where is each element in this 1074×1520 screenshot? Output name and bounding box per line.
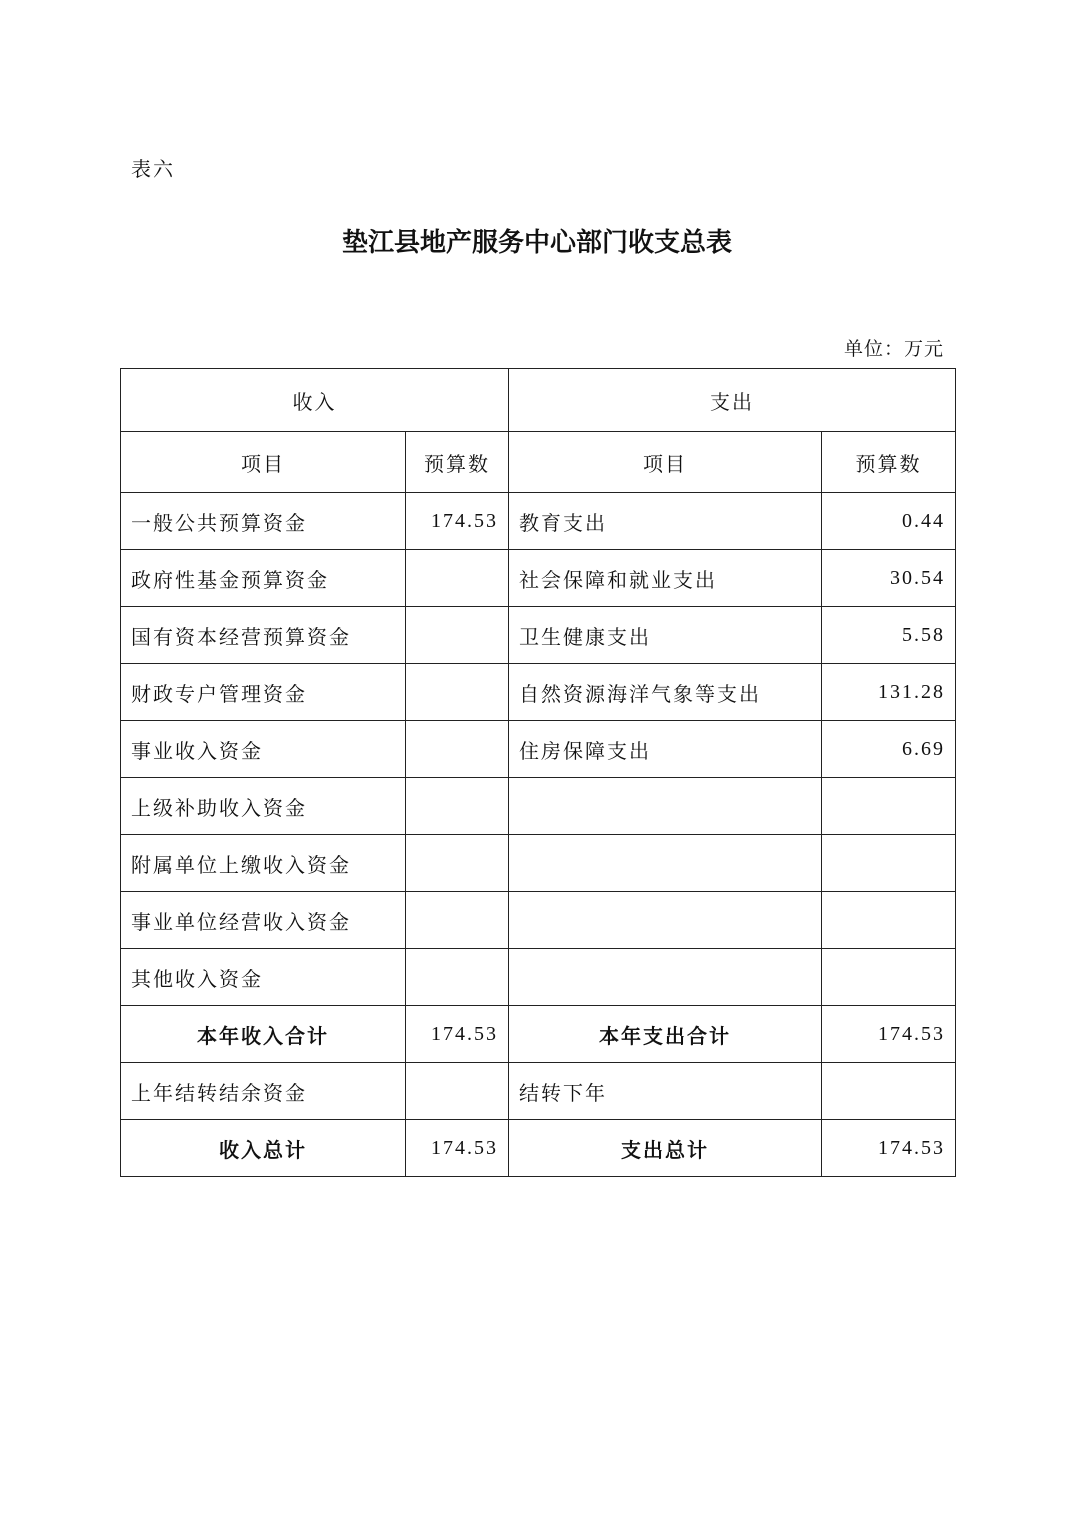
expense-subtotal-label: 本年支出合计 [509,1006,822,1063]
income-value-cell [406,778,509,835]
income-value-cell [406,892,509,949]
expense-carryover-label: 结转下年 [509,1063,822,1120]
income-item-cell: 其他收入资金 [121,949,406,1006]
table-row [121,664,956,721]
income-value-cell: 174.53 [406,493,509,550]
income-value-cell [406,664,509,721]
expense-item-cell [509,949,822,1006]
income-item-cell: 上级补助收入资金 [121,778,406,835]
expense-carryover-value [822,1063,956,1120]
subtotal-row [121,1006,956,1063]
expense-item-cell: 卫生健康支出 [509,607,822,664]
income-item-cell: 附属单位上缴收入资金 [121,835,406,892]
income-group-header: 收入 [121,369,509,432]
income-carryover-value [406,1063,509,1120]
table-row [121,949,956,1006]
table-row [121,550,956,607]
table-row [121,778,956,835]
expense-item-cell: 社会保障和就业支出 [509,550,822,607]
expense-value-cell: 30.54 [822,550,956,607]
income-carryover-label: 上年结转结余资金 [121,1063,406,1120]
expense-value-cell [822,892,956,949]
income-item-cell: 财政专户管理资金 [121,664,406,721]
expense-item-cell [509,892,822,949]
income-budget-header: 预算数 [406,432,509,493]
expense-item-cell [509,778,822,835]
income-total-label: 收入总计 [121,1120,406,1177]
income-item-cell: 国有资本经营预算资金 [121,607,406,664]
group-header-row [121,369,956,432]
expense-item-cell: 教育支出 [509,493,822,550]
income-subtotal-value: 174.53 [406,1006,509,1063]
table-row [121,892,956,949]
expense-total-value: 174.53 [822,1120,956,1177]
expense-value-cell [822,949,956,1006]
expense-value-cell: 6.69 [822,721,956,778]
grand-total-row [121,1120,956,1177]
unit-note: 单位：万元 [843,338,944,360]
budget-table [120,368,956,1177]
expense-budget-header: 预算数 [822,432,956,493]
expense-item-cell: 住房保障支出 [509,721,822,778]
expense-value-cell: 5.58 [822,607,956,664]
carryover-row [121,1063,956,1120]
expense-item-cell: 自然资源海洋气象等支出 [509,664,822,721]
table-label: 表六 [131,157,175,181]
income-item-header: 项目 [121,432,406,493]
expense-group-header: 支出 [509,369,956,432]
income-item-cell: 一般公共预算资金 [121,493,406,550]
income-item-cell: 事业收入资金 [121,721,406,778]
table-row [121,493,956,550]
table-row [121,721,956,778]
document-title: 垫江县地产服务中心部门收支总表 [341,228,732,258]
expense-value-cell [822,835,956,892]
expense-subtotal-value: 174.53 [822,1006,956,1063]
income-subtotal-label: 本年收入合计 [121,1006,406,1063]
column-header-row [121,432,956,493]
expense-item-cell [509,835,822,892]
expense-item-header: 项目 [509,432,822,493]
expense-value-cell: 131.28 [822,664,956,721]
income-value-cell [406,607,509,664]
income-value-cell [406,835,509,892]
income-total-value: 174.53 [406,1120,509,1177]
income-value-cell [406,550,509,607]
income-item-cell: 政府性基金预算资金 [121,550,406,607]
expense-total-label: 支出总计 [509,1120,822,1177]
table-row [121,607,956,664]
income-value-cell [406,721,509,778]
expense-value-cell [822,778,956,835]
table-row [121,835,956,892]
expense-value-cell: 0.44 [822,493,956,550]
income-value-cell [406,949,509,1006]
income-item-cell: 事业单位经营收入资金 [121,892,406,949]
